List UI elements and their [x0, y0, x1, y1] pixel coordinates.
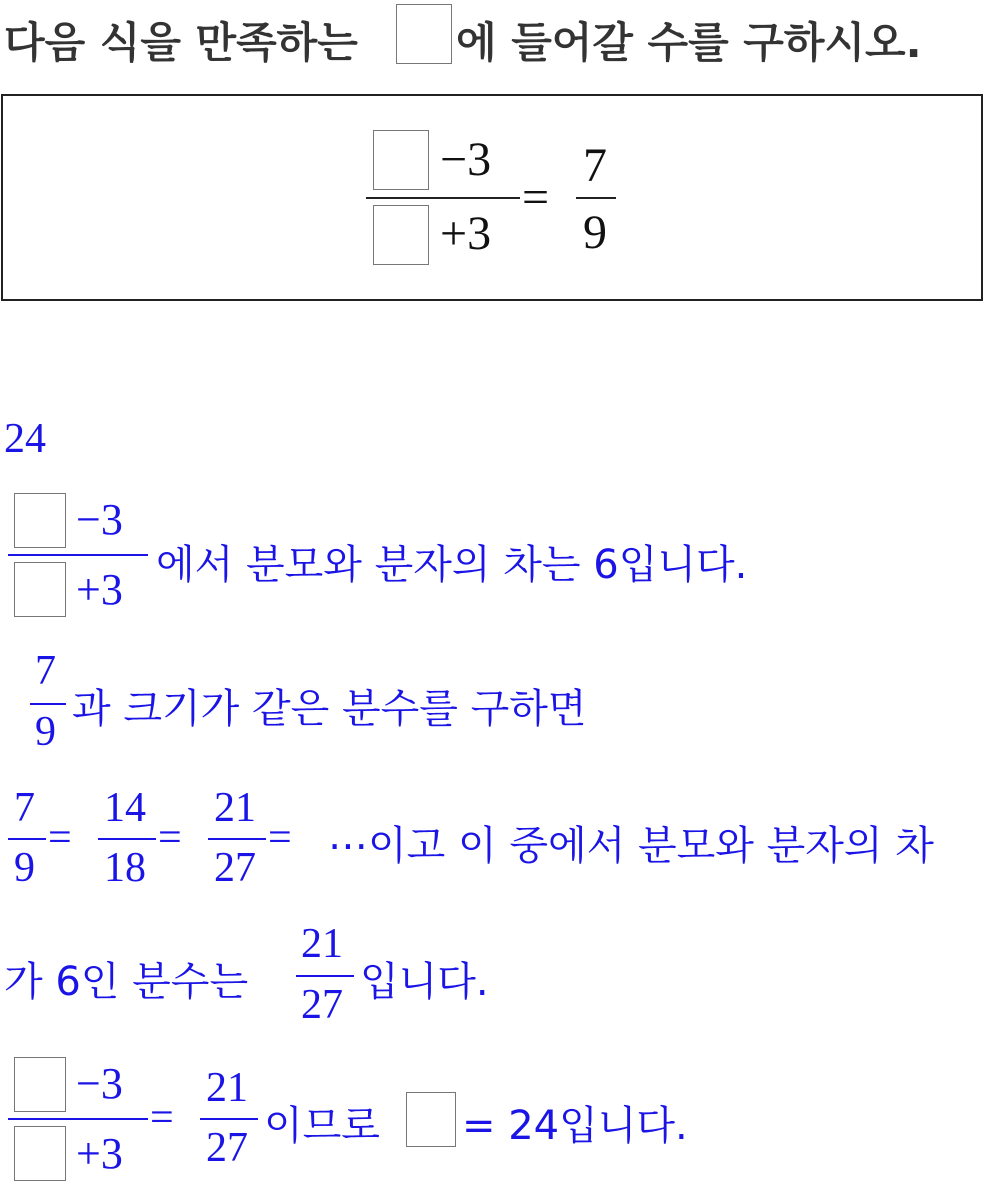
line5-blank-box — [406, 1092, 456, 1147]
rhs-fraction-bar — [576, 197, 616, 199]
denominator-operator: +3 — [440, 207, 492, 260]
numerator-operator: −3 — [440, 133, 492, 186]
line2-numerator: 7 — [35, 648, 56, 694]
line5-denominator: 27 — [206, 1125, 248, 1171]
line4-text-after: 입니다. — [360, 959, 489, 1005]
line1-numerator-operator: −3 — [76, 495, 123, 544]
line3-frac2-bar — [98, 838, 156, 840]
line3-frac2-numerator: 14 — [104, 785, 146, 831]
line3-frac1-bar — [8, 838, 46, 840]
denominator-blank-box — [373, 205, 429, 265]
line3-equals-1: = — [48, 815, 72, 861]
line5-numerator-blank — [14, 1057, 66, 1112]
line5-denominator-operator: +3 — [76, 1129, 123, 1178]
line1-denominator-operator: +3 — [76, 565, 123, 614]
line3-frac3-numerator: 21 — [214, 785, 256, 831]
line5-text-end: = 24입니다. — [462, 1103, 688, 1149]
line3-frac3-denominator: 27 — [214, 845, 256, 891]
question-suffix: 에 들어갈 수를 구하시오. — [456, 18, 922, 67]
line5-rhs-fraction-bar — [200, 1118, 258, 1120]
line3-frac2-denominator: 18 — [104, 845, 146, 891]
line2-fraction-bar — [30, 703, 66, 705]
line3-equals-2: = — [158, 815, 182, 861]
line3-frac1-denominator: 9 — [14, 845, 35, 891]
line4-denominator: 27 — [301, 982, 343, 1028]
line5-equals: = — [150, 1095, 174, 1141]
fraction-bar — [366, 197, 520, 199]
line1-fraction-bar — [8, 554, 148, 556]
line2-text: 과 크기가 같은 분수를 구하면 — [72, 686, 587, 732]
line5-numerator: 21 — [206, 1065, 248, 1111]
line4-numerator: 21 — [301, 921, 343, 967]
blank-box — [396, 4, 452, 64]
line5-denominator-blank — [14, 1126, 66, 1181]
answer-value: 24 — [4, 416, 46, 462]
line4-fraction-bar — [296, 975, 354, 977]
line4-text-before: 가 6인 분수는 — [4, 959, 249, 1005]
numerator-blank-box — [373, 130, 429, 190]
line1-text: 에서 분모와 분자의 차는 6입니다. — [156, 542, 748, 588]
line5-numerator-operator: −3 — [76, 1059, 123, 1108]
line3-frac3-bar — [208, 838, 266, 840]
line3-frac1-numerator: 7 — [14, 785, 35, 831]
line2-denominator: 9 — [35, 709, 56, 755]
question-prefix: 다음 식을 만족하는 — [4, 18, 358, 67]
rhs-denominator: 9 — [583, 206, 607, 259]
line1-denominator-blank — [14, 562, 66, 617]
line5-fraction-bar — [8, 1118, 148, 1120]
rhs-numerator: 7 — [583, 139, 607, 192]
line3-text: ⋯이고 이 중에서 분모와 분자의 차 — [328, 823, 934, 869]
equals-sign: = — [522, 171, 550, 224]
line5-text-mid: 이므로 — [264, 1103, 380, 1149]
line3-equals-3: = — [268, 815, 292, 861]
line1-numerator-blank — [14, 493, 66, 548]
